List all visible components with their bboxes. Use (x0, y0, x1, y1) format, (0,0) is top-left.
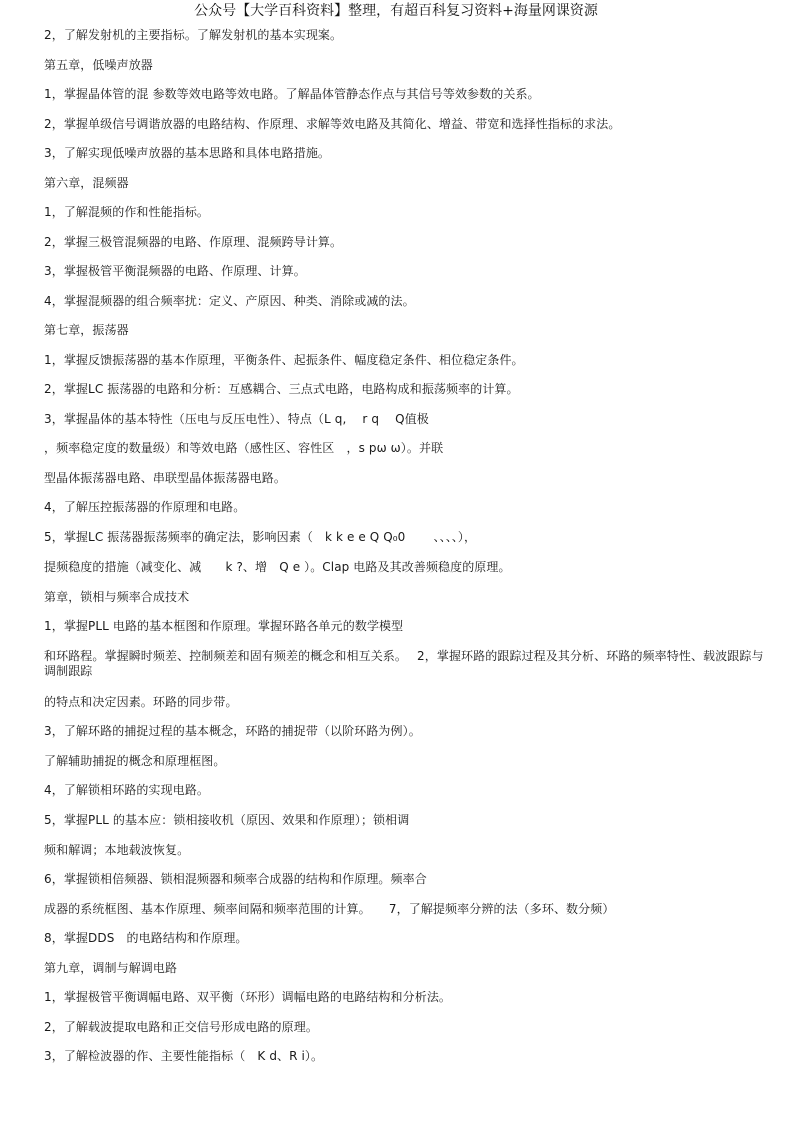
text-line: 2，掌握LC 振荡器的电路和分析：互感耦合、三点式电路，电路构成和振荡频率的计算。 (44, 382, 519, 396)
text-line: 成器的系统框图、基本作原理、频率间隔和频率范围的计算。 7，了解提频率分辨的法（多环、数分频） (44, 902, 615, 916)
chapter-heading: 第六章，混频器 (44, 176, 129, 190)
text-line: 3，了解实现低噪声放器的基本思路和具体电路措施。 (44, 146, 331, 160)
text-line: 2，掌握单级信号调谐放器的电路结构、作原理、求解等效电路及其简化、增益、带宽和选择性指标的求法。 (44, 117, 621, 131)
text-line: 频和解调；本地载波恢复。 (44, 843, 190, 857)
text-line: 的特点和决定因素。环路的同步带。 (44, 695, 238, 709)
text-line: 3，掌握晶体的基本特性（压电与反压电性）、特点（L q, r q Q值极 (44, 412, 429, 426)
text-line: 1，掌握晶体管的混 参数等效电路等效电路。了解晶体管静态作点与其信号等效参数的关系。 (44, 87, 540, 101)
text-line: 3，了解环路的捕捉过程的基本概念，环路的捕捉带（以阶环路为例）。 (44, 724, 421, 738)
text-line: 2，了解发射机的主要指标。了解发射机的基本实现案。 (44, 28, 343, 42)
text-line: 1，掌握极管平衡调幅电路、双平衡（环形）调幅电路的电路结构和分析法。 (44, 990, 452, 1004)
text-line: 型晶体振荡器电路、串联型晶体振荡器电路。 (44, 471, 287, 485)
text-line: 1，掌握反馈振荡器的基本作原理，平衡条件、起振条件、幅度稳定条件、相位稳定条件。 (44, 353, 524, 367)
text-line: 3，了解检波器的作、主要性能指标（ K d、R i）。 (44, 1049, 324, 1063)
text-line: 1，掌握PLL 电路的基本框图和作原理。掌握环路各单元的数学模型 (44, 619, 404, 633)
text-line: 2，了解载波提取电路和正交信号形成电路的原理。 (44, 1020, 318, 1034)
text-line: 5，掌握PLL 的基本应：锁相接收机（原因、效果和作原理）；锁相调 (44, 813, 410, 827)
text-line: 6，掌握锁相倍频器、锁相混频器和频率合成器的结构和作原理。频率合 (44, 872, 427, 886)
chapter-heading: 第章，锁相与频率合成技术 (44, 590, 190, 604)
text-line: 提频稳度的措施（减变化、减 k ?、增 Q e ）。Clap 电路及其改善频稳度的原理。 (44, 560, 511, 574)
text-line: 1，了解混频的作和性能指标。 (44, 205, 210, 219)
text-line: 2，掌握三极管混频器的电路、作原理、混频跨导计算。 (44, 235, 343, 249)
text-line: 4，掌握混频器的组合频率扰：定义、产原因、种类、消除或减的法。 (44, 294, 415, 308)
text-line: 了解辅助捕捉的概念和原理框图。 (44, 754, 226, 768)
chapter-heading: 第九章，调制与解调电路 (44, 961, 178, 975)
text-line: 3，掌握极管平衡混频器的电路、作原理、计算。 (44, 264, 306, 278)
text-line: 4，了解锁相环路的实现电路。 (44, 783, 210, 797)
chapter-heading: 第七章，振荡器 (44, 323, 129, 337)
text-line: 和环路程。掌握瞬时频差、控制频差和固有频差的概念和相互关系。 2，掌握环路的跟踪过程及其分析、环路的频率特性、载波跟踪与调制跟踪 (44, 649, 764, 678)
text-line: 8，掌握DDS 的电路结构和作原理。 (44, 931, 248, 945)
text-line: ，频率稳定度的数量级）和等效电路（感性区、容性区 ，s pω ω）。并联 (44, 441, 444, 455)
chapter-heading: 第五章，低噪声放器 (44, 58, 153, 72)
page-header: 公众号【大学百科资料】整理，有超百科复习资料+海量网课资源 (194, 3, 598, 19)
text-line: 5，掌握LC 振荡器振荡频率的确定法，影响因素（ k k e e Q Q₀0 、、、、）， (44, 530, 477, 544)
text-line: 4，了解压控振荡器的作原理和电路。 (44, 500, 246, 514)
